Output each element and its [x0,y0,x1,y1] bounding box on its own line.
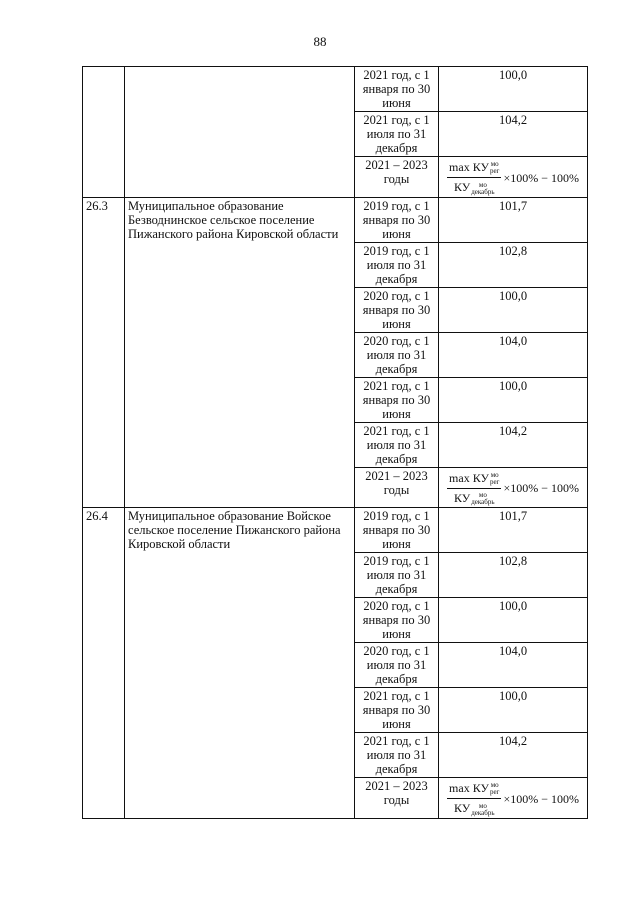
row-number-cell: 26.3 [83,197,125,508]
period-cell: 2021 – 2023 годы [355,778,439,819]
value-cell: 104,2 [439,733,588,778]
value-cell: 101,7 [439,197,588,242]
row-number-cell: 26.4 [83,508,125,819]
period-cell: 2019 год, с 1 июля по 31 декабря [355,553,439,598]
period-cell: 2020 год, с 1 июля по 31 декабря [355,643,439,688]
value-cell: 102,8 [439,242,588,287]
tariff-table [82,66,588,819]
value-cell: 104,0 [439,332,588,377]
period-cell: 2021 год, с 1 июля по 31 декабря [355,733,439,778]
row-number-cell [83,67,125,198]
value-cell: 100,0 [439,377,588,422]
value-cell: 102,8 [439,553,588,598]
table-row [83,67,588,112]
table-row [83,197,588,242]
municipality-name-cell [125,67,355,198]
value-cell: 104,2 [439,112,588,157]
period-cell: 2020 год, с 1 января по 30 июня [355,598,439,643]
index-formula: max КУ мо рег КУ мо декабрь ×100% − 100% [449,160,579,196]
index-formula: max КУ мо рег КУ мо декабрь ×100% − 100% [449,781,579,817]
period-cell: 2021 год, с 1 января по 30 июня [355,67,439,112]
municipality-name-cell: Муниципальное образование Войское сельское поселение Пижанского района Кировской области [125,508,355,819]
value-cell: 104,2 [439,422,588,467]
period-cell: 2019 год, с 1 января по 30 июня [355,197,439,242]
period-cell: 2020 год, с 1 января по 30 июня [355,287,439,332]
value-cell [439,157,588,198]
value-cell: 100,0 [439,598,588,643]
period-cell: 2021 – 2023 годы [355,157,439,198]
period-cell: 2021 год, с 1 января по 30 июня [355,688,439,733]
value-cell: 100,0 [439,688,588,733]
index-formula: max КУ мо рег КУ мо декабрь ×100% − 100% [449,470,579,506]
period-cell: 2021 год, с 1 июля по 31 декабря [355,112,439,157]
value-cell [439,778,588,819]
page-number: 88 [313,34,327,49]
value-cell: 100,0 [439,67,588,112]
period-cell: 2019 год, с 1 июля по 31 декабря [355,242,439,287]
period-cell: 2021 – 2023 годы [355,467,439,508]
value-cell [439,467,588,508]
period-cell: 2020 год, с 1 июля по 31 декабря [355,332,439,377]
value-cell: 100,0 [439,287,588,332]
value-cell: 101,7 [439,508,588,553]
period-cell: 2019 год, с 1 января по 30 июня [355,508,439,553]
municipality-name-cell: Муниципальное образование Безводнинское сельское поселение Пижанского района Кировской области [125,197,355,508]
table-row [83,508,588,553]
period-cell: 2021 год, с 1 января по 30 июня [355,377,439,422]
period-cell: 2021 год, с 1 июля по 31 декабря [355,422,439,467]
value-cell: 104,0 [439,643,588,688]
